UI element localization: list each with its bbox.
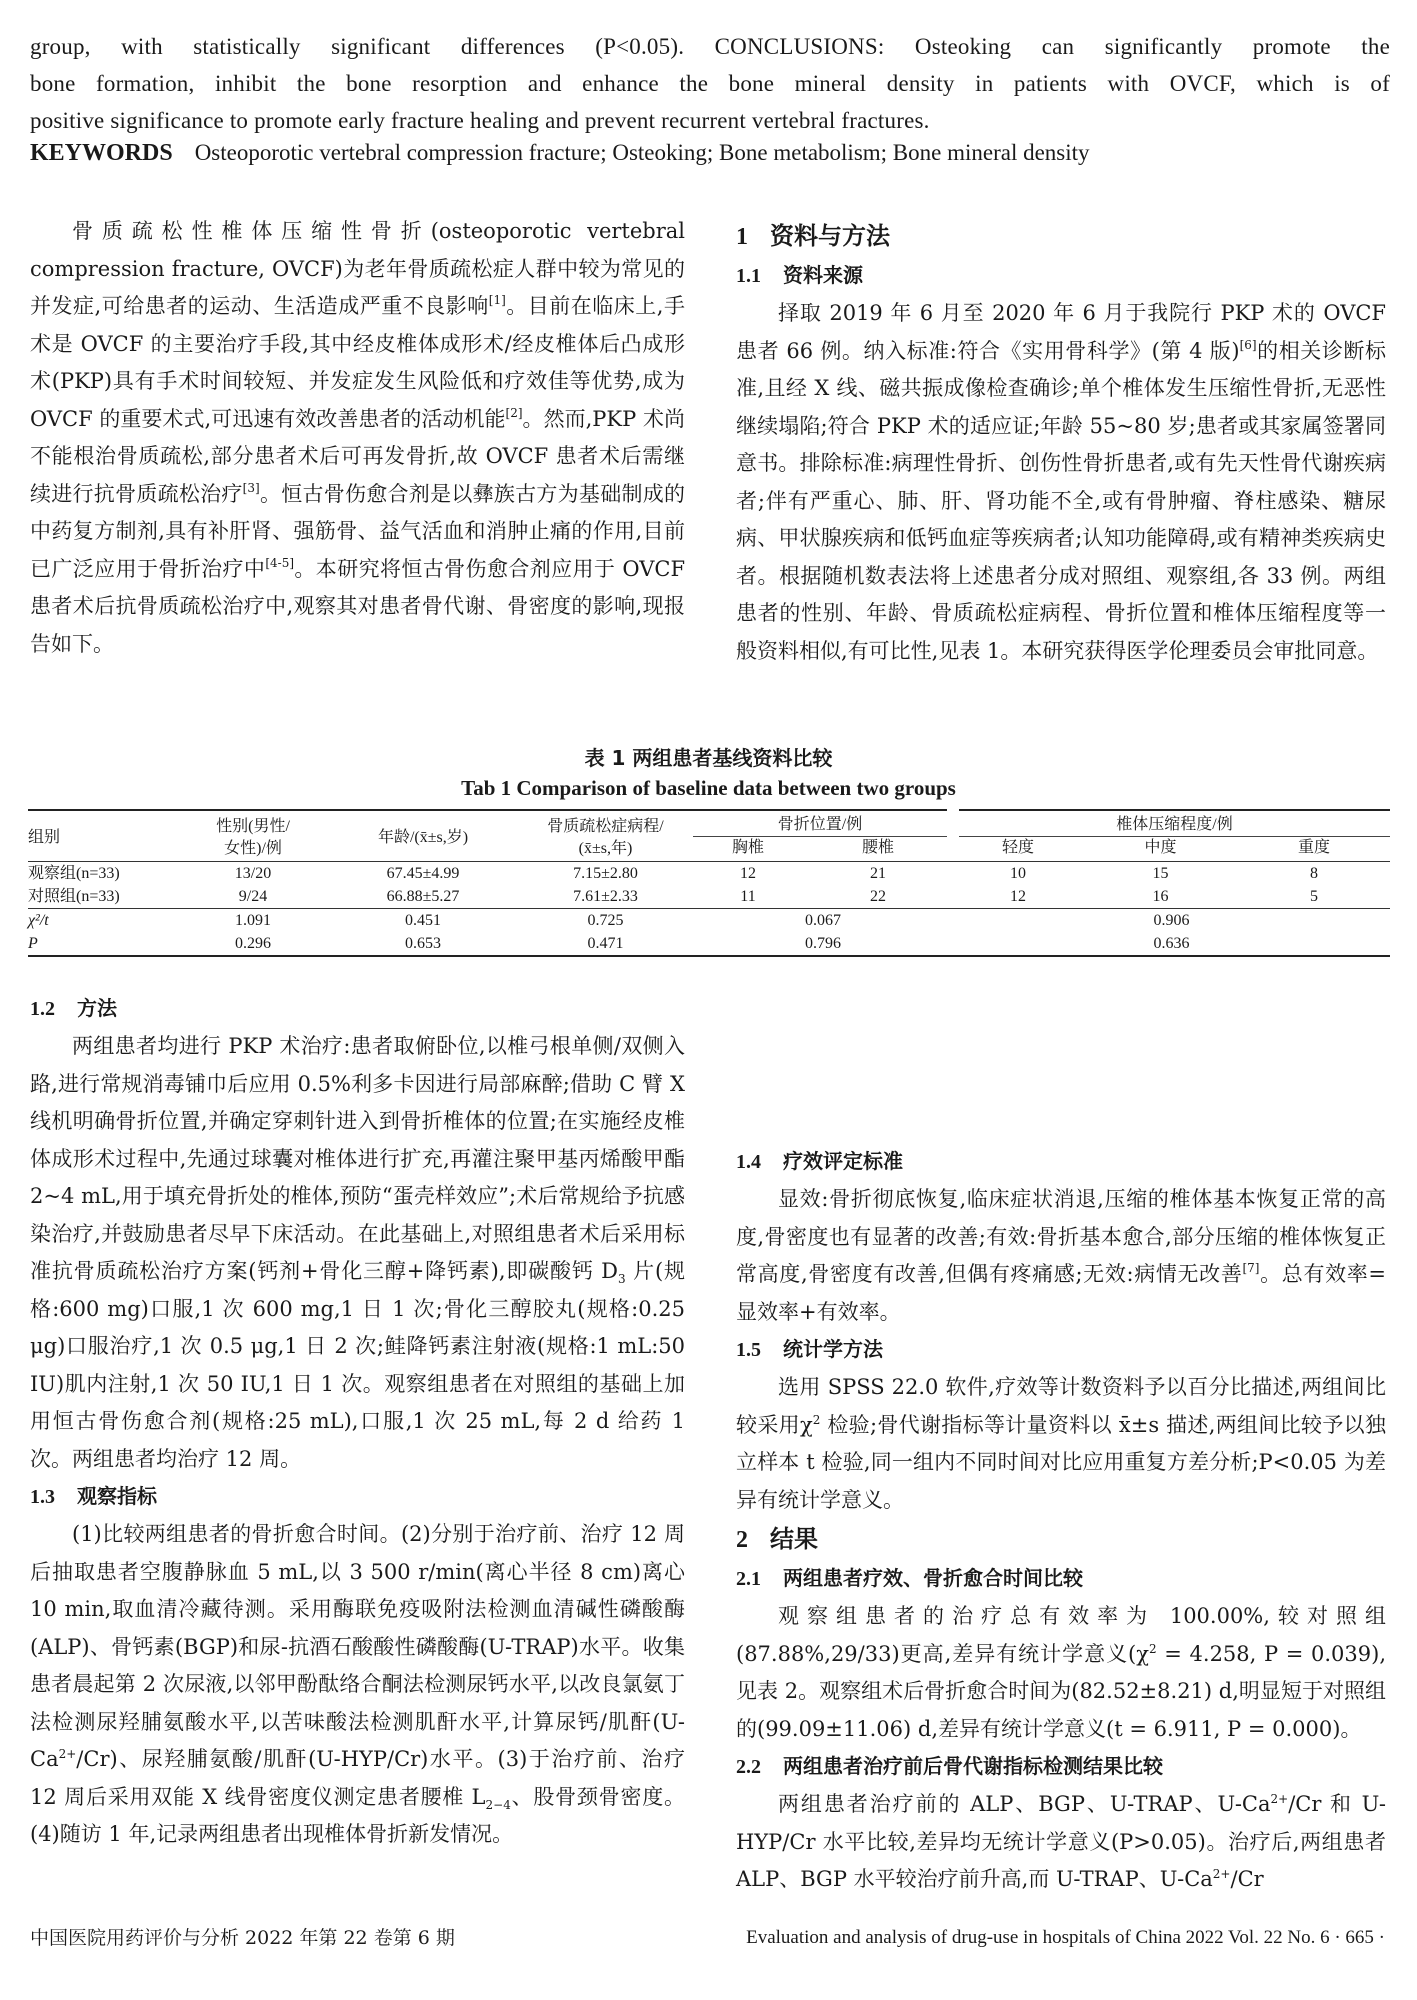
cell-sex: 0.296 (235, 934, 271, 952)
paragraph-text: 、股骨颈骨密度。(4)随访 1 年,记录两组患者出现椎体骨折新发情况。 (30, 1784, 685, 1846)
abstract-line: bone formation, inhibit the bone resorption and enhance the bone mineral density in patients with OVCF, which is of (30, 71, 1390, 96)
cell-stat-label (28, 909, 178, 933)
subsection-heading (736, 1560, 1386, 1598)
abstract-line: group, with statistically significant differences (P<0.05). CONCLUSIONS: Osteoking can significantly promote the (30, 34, 1390, 59)
superscript: 2 (812, 1412, 821, 1427)
header-text: 女性)/例 (224, 839, 282, 857)
paragraph (30, 1028, 685, 1478)
cell-age: 66.88±5.27 (328, 885, 518, 909)
superscript: 2 (1148, 1641, 1157, 1656)
cell-compression: 0.636 (1153, 934, 1190, 952)
paragraph-text: 两组患者均进行 PKP 术治疗:患者取俯卧位,以椎弓根单侧/双侧入路,进行常规消毒铺巾后应用 0.5%利多卡因进行局部麻醉;借助 C 臂 X 线机明确骨折位置,并确定穿刺针进入到骨折椎体的位置;在实施经皮椎体成形术过程中,先通过球囊对椎体进行扩充,再灌注聚甲基丙烯酸甲酯 2~4 mL,用于填充骨折处的椎体,预防“蛋壳样效应”;术后常规给予抗感染治疗,并鼓励患者尽早下床活动。在此基础上,对照组患者术后采用标准抗骨质疏松治疗方案(钙剂+骨化三醇+降钙素),即碳酸钙 D (30, 1034, 685, 1283)
subsection-title: 资料来源 (783, 263, 863, 287)
journal-footer-cn: 中国医院用药评价与分析 2022 年第 22 卷第 6 期 (30, 1927, 455, 1949)
superscript: 2+ (1270, 1792, 1289, 1806)
paragraph (736, 1786, 1386, 1899)
cell-severe: 5 (1238, 885, 1390, 909)
subsection-heading (736, 1331, 1386, 1369)
paragraph-text: 的相关诊断标准,且经 X 线、磁共振成像检查确诊;单个椎体发生压缩性骨折,无恶性继续塌陷;符合 PKP 术的适应证;年龄 55~80 岁;患者或其家属签署同意书。排除标准:病理性骨折、创伤性骨折患者,或有先天性骨代谢疾病者;伴有严重心、肺、肝、肾功能不全,或有骨肿瘤、脊柱感染、糖尿病、甲状腺疾病和低钙血症等疾病者;认知功能障碍,或有精神类疾病史者。根据随机数表法将上述患者分成对照组、观察组,各 33 例。两组患者的性别、年龄、骨质疏松症病程、骨折位置和椎体压缩程度等一般资料相似,有可比性,见表 1。本研究获得医学伦理委员会审批同意。 (736, 338, 1386, 663)
subsection-title: 统计学方法 (783, 1337, 883, 1361)
subsection-title: 两组患者疗效、骨折愈合时间比较 (783, 1566, 1083, 1590)
stat-label: P (28, 934, 38, 952)
subsection-number: 1.2 (30, 998, 55, 1020)
paragraph-text: /Cr 和 U-HYP/Cr 水平比较,差异均无统计学意义(P>0.05)。治疗后,两组患者 ALP、BGP 水平较治疗前升高,而 U-TRAP、U-Ca (736, 1792, 1386, 1891)
section-heading (736, 1519, 1386, 1560)
subsection-heading (736, 1143, 1386, 1181)
subsection-heading (736, 257, 1386, 295)
intro-paragraph (30, 213, 685, 663)
subsection-title: 观察指标 (77, 1484, 157, 1508)
header-course (518, 810, 693, 862)
subsection-heading (30, 1478, 685, 1516)
section-number: 2 (736, 1527, 748, 1553)
paragraph-text: /Cr (1230, 1867, 1264, 1891)
cell-thoracic: 11 (693, 885, 803, 909)
methods-right (736, 1143, 1386, 1899)
intro-text: 。恒古骨伤愈合剂是以彝族古方为基础制成的中药复方制剂,具有补肝肾、强筋骨、益气活血和消肿止痛的作用,目前已广泛应用于骨折治疗中 (30, 481, 686, 581)
cell-course: 0.471 (587, 934, 624, 952)
subsection-number: 1.1 (736, 265, 761, 287)
subsection-heading (30, 990, 685, 1028)
stat-label: χ²/t (28, 911, 49, 929)
table-stat-row (28, 932, 1390, 956)
cell-sex: 9/24 (178, 885, 328, 909)
subsection-title: 方法 (77, 996, 117, 1020)
paragraph-text: 选用 SPSS 22.0 软件,疗效等计数资料予以百分比描述,两组间比较采用χ (736, 1375, 1386, 1437)
section-title: 结果 (770, 1525, 818, 1553)
cell-lumbar: 21 (870, 864, 886, 882)
intro-text: 骨质疏松性椎体压缩性骨折(osteoporotic vertebral compression fracture, OVCF)为老年骨质疏松症人群中较为常见的并发症,可给患者的运动、生活造成严重不良影响 (30, 219, 685, 318)
paragraph-text: 片(规格:600 mg)口服,1 次 600 mg,1 日 1 次;骨化三醇胶丸(规格:0.25 μg)口服治疗,1 次 0.5 μg,1 日 2 次;鲑降钙素注射液(规格:1 mL:50 IU)肌内注射,1 次 50 IU,1 日 1 次。观察组患者在对照组的基础上加用恒古骨伤愈合剂(规格:25 mL),口服,1 次 25 mL,每 2 d 给药 1 次。两组患者均治疗 12 周。 (30, 1259, 685, 1471)
header-group: 组别 (28, 810, 178, 862)
cell-mild: 10 (1010, 864, 1026, 882)
cell-stat-label (28, 932, 178, 956)
paragraph-text: 择取 2019 年 6 月至 2020 年 6 月于我院行 PKP 术的 OVCF 患者 66 例。纳入标准:符合《实用骨科学》(第 4 版) (736, 301, 1386, 363)
table-stat-row (28, 909, 1390, 933)
abstract-continuation (30, 28, 1390, 139)
paragraph (736, 1369, 1386, 1519)
cell-sex: 1.091 (235, 911, 271, 929)
cell-course: 0.725 (587, 911, 624, 929)
cell-course: 7.15±2.80 (573, 864, 638, 882)
cell-moderate: 16 (1083, 885, 1238, 909)
citation: [3] (242, 480, 260, 495)
paragraph-text: (1)比较两组患者的骨折愈合时间。(2)分别于治疗前、治疗 12 周后抽取患者空腹静脉血 5 mL,以 3 500 r/min(离心半径 8 cm)离心 10 min,取血清冷藏待测。采用酶联免疫吸附法检测血清碱性磷酸酶(ALP)、骨钙素(BGP)和尿-抗酒石酸酸性磷酸酶(U-TRAP)水平。收集患者晨起第 2 次尿液,以邻甲酚酞络合酮法检测尿钙水平,以改良氯氨丁法检测尿羟脯氨酸水平,以苦味酸法检测肌酐水平,计算尿钙/肌酐(U-Ca (30, 1522, 685, 1771)
cell-age: 0.653 (405, 934, 441, 952)
cell-thoracic: 12 (740, 864, 756, 882)
intro-text: 。本研究将恒古骨伤愈合剂应用于 OVCF 患者术后抗骨质疏松治疗中,观察其对患者骨代谢、骨密度的影响,现报告如下。 (30, 556, 686, 656)
paragraph-text: 。总有效率=显效率+有效率。 (736, 1262, 1386, 1324)
cell-course: 7.61±2.33 (518, 885, 693, 909)
superscript: 2+ (1212, 1867, 1231, 1881)
table-row (28, 885, 1390, 909)
paragraph (736, 1181, 1386, 1331)
subscript: 3 (618, 1272, 626, 1286)
paragraph-text: 两组患者治疗前的 ALP、BGP、U-TRAP、U-Ca (778, 1792, 1271, 1816)
section-1 (736, 216, 1386, 670)
subsection-number: 2.1 (736, 1568, 761, 1590)
subsection-title: 两组患者治疗前后骨代谢指标检测结果比较 (783, 1754, 1163, 1778)
abstract-line: positive significance to promote early fracture healing and prevent recurrent vertebral fractures. (30, 108, 930, 133)
subscript: 2−4 (485, 1797, 511, 1812)
header-lumbar: 腰椎 (803, 837, 953, 862)
cell-severe: 8 (1310, 864, 1318, 882)
paragraph-text: 检验;骨代谢指标等计量资料以 x̄±s 描述,两组间比较予以独立样本 t 检验,同一组内不同时间对比应用重复方差分析;P<0.05 为差异有统计学意义。 (736, 1412, 1386, 1512)
paragraph-text: 观察组患者的治疗总有效率为 100.00%,较对照组(87.88%,29/33)更高,差异有统计学意义(χ (736, 1604, 1386, 1666)
paragraph-text: /Cr)、尿羟脯氨酸/肌酐(U-HYP/Cr)水平。(3)于治疗前、治疗 12 周后采用双能 X 线骨密度仪测定患者腰椎 L (30, 1747, 685, 1809)
superscript: 2+ (58, 1747, 77, 1761)
intro-text: 。然而,PKP 术尚不能根治骨质疏松,部分患者术后可再发骨折,故 OVCF 患者术后需继续进行抗骨质疏松治疗 (30, 406, 685, 506)
keywords (30, 134, 1390, 172)
header-text: (x̄±s,年) (578, 839, 633, 857)
citation: [7] (1242, 1261, 1260, 1275)
citation: [1] (488, 293, 506, 307)
paragraph-text: = 4.258, P = 0.039),见表 2。观察组术后骨折愈合时间为(82.52±8.21) d,明显短于对照组的(99.09±11.06) d,差异有统计学意义(t = 6.911, P = 0.000)。 (736, 1641, 1386, 1741)
header-moderate: 中度 (1083, 837, 1238, 862)
header-age: 年龄/(x̄±s,岁) (328, 810, 518, 862)
section-heading (736, 216, 1386, 257)
subsection-number: 1.5 (736, 1339, 761, 1361)
cell-group: 对照组(n=33) (28, 885, 178, 909)
header-location: 骨折位置/例 (693, 810, 953, 837)
cell-sex: 13/20 (234, 864, 272, 882)
table-caption-cn: 表 1 两组患者基线资料比较 (584, 746, 833, 770)
header-compression: 椎体压缩程度/例 (953, 810, 1390, 837)
paragraph (30, 1516, 685, 1854)
cell-compression: 0.906 (1153, 911, 1190, 929)
header-severe: 重度 (1238, 837, 1390, 862)
citation: [2] (505, 405, 523, 420)
cell-location: 0.796 (805, 934, 841, 952)
cell-location: 0.067 (805, 911, 841, 929)
paragraph (736, 1598, 1386, 1748)
table-row (28, 862, 1390, 886)
citation: [4-5] (265, 555, 295, 570)
baseline-table (28, 809, 1390, 957)
paragraph (736, 295, 1386, 670)
header-text: 性别(男性/ (216, 817, 290, 835)
keywords-label: KEYWORDS (30, 140, 173, 166)
subsection-number: 1.3 (30, 1486, 55, 1508)
citation: [6] (1239, 337, 1257, 352)
keywords-text: Osteoporotic vertebral compression fracture; Osteoking; Bone metabolism; Bone mineral density (194, 140, 1090, 165)
intro-section (30, 213, 685, 663)
header-mild: 轻度 (953, 837, 1083, 862)
header-sex (178, 810, 328, 862)
cell-moderate: 15 (1152, 864, 1169, 882)
cell-age: 0.451 (405, 911, 441, 929)
subsection-number: 1.4 (736, 1151, 761, 1173)
subsection-number: 2.2 (736, 1756, 761, 1778)
intro-text: 。目前在临床上,手术是 OVCF 的主要治疗手段,其中经皮椎体成形术/经皮椎体后凸成形术(PKP)具有手术时间较短、并发症发生风险低和疗效佳等优势,成为 OVCF 的重要术式,可迅速有效改善患者的活动机能 (30, 294, 685, 431)
subsection-heading (736, 1748, 1386, 1786)
cell-mild: 12 (953, 885, 1083, 909)
paragraph-text: 显效:骨折彻底恢复,临床症状消退,压缩的椎体基本恢复正常的高度,骨密度也有显著的改善;有效:骨折基本愈合,部分压缩的椎体恢复正常高度,骨密度有改善,但偶有疼痛感;无效:病情无改善 (736, 1187, 1386, 1286)
section-number: 1 (736, 224, 748, 250)
subsection-title: 疗效评定标准 (783, 1149, 903, 1173)
table-caption-en: Tab 1 Comparison of baseline data between two groups (461, 776, 956, 800)
header-thoracic: 胸椎 (693, 837, 803, 862)
header-text: 骨质疏松症病程/ (547, 817, 664, 835)
cell-age: 67.45±4.99 (386, 864, 460, 882)
methods-left (30, 990, 685, 1854)
cell-group: 观察组(n=33) (28, 864, 120, 882)
section-title: 资料与方法 (770, 222, 890, 250)
cell-lumbar: 22 (803, 885, 953, 909)
journal-footer-en: Evaluation and analysis of drug-use in hospitals of China 2022 Vol. 22 No. 6 · 665 · (746, 1927, 1385, 1948)
